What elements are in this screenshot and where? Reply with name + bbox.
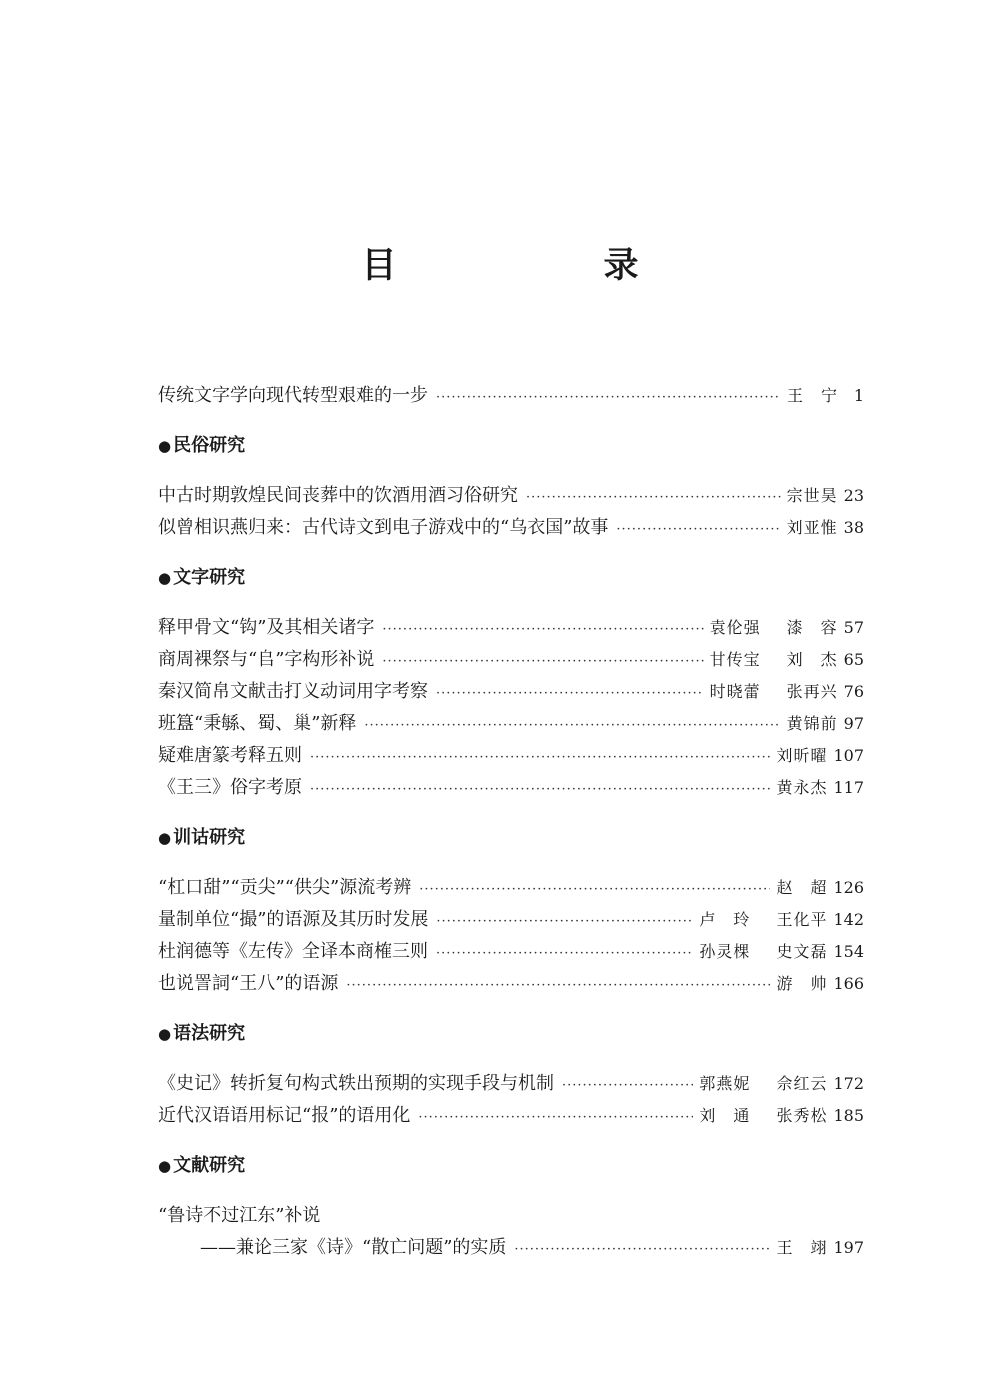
table-of-contents <box>158 380 864 1264</box>
entry-page: 142 <box>833 910 864 929</box>
entry-author: 漆 容 <box>786 618 838 637</box>
section-heading <box>158 822 864 854</box>
dot-leader <box>364 710 780 742</box>
section-heading-label: 文献研究 <box>173 1155 246 1176</box>
entry-title: 班簋“秉緐、蜀、巢”新释 <box>158 713 357 734</box>
entry-title: “杠口甜”“贡尖”“供尖”源流考辨 <box>158 877 412 898</box>
entry-author: 袁伦强 <box>709 618 761 637</box>
entry-title: 疑难唐篆考释五则 <box>158 745 302 766</box>
toc-entry[interactable] <box>158 676 864 708</box>
entry-authors <box>776 1232 827 1264</box>
entry-page: 185 <box>833 1106 864 1125</box>
page-title: 目 录 <box>361 246 725 286</box>
entry-author: 宗世昊 <box>786 486 838 505</box>
entry-authors <box>776 968 827 1000</box>
entry-authors <box>699 1068 827 1100</box>
entry-authors <box>787 480 838 512</box>
toc-entry[interactable] <box>158 968 864 1000</box>
entry-author: 甘传宝 <box>709 650 761 669</box>
section-heading-label: 训诂研究 <box>173 827 246 848</box>
entry-title: 《王三》俗字考原 <box>158 777 302 798</box>
entry-title: 近代汉语语用标记“报”的语用化 <box>158 1105 411 1126</box>
entry-page: 154 <box>833 942 864 961</box>
dot-leader <box>526 482 781 514</box>
entry-page: 197 <box>833 1238 864 1257</box>
toc-entry[interactable] <box>158 612 864 644</box>
dot-leader <box>310 742 770 774</box>
toc-entry[interactable] <box>158 480 864 512</box>
entry-author: 黄永杰 <box>776 778 828 797</box>
entry-author: 佘红云 <box>776 1074 828 1093</box>
entry-author: 刘昕曜 <box>776 746 828 765</box>
entry-page: 57 <box>843 618 864 637</box>
section-heading <box>158 1150 864 1182</box>
dot-leader <box>310 774 770 806</box>
entry-page: 65 <box>843 650 864 669</box>
entry-title: ——兼论三家《诗》“散亡问题”的实质 <box>200 1237 507 1258</box>
entry-author: 时晓蕾 <box>709 682 761 701</box>
entry-page: 38 <box>843 518 864 537</box>
entry-title: 《史记》转折复句构式轶出预期的实现手段与机制 <box>158 1073 554 1094</box>
entry-author: 张秀松 <box>776 1106 828 1125</box>
bullet-icon: ● <box>158 1157 172 1175</box>
entry-page: 172 <box>833 1074 864 1093</box>
toc-entry[interactable] <box>158 872 864 904</box>
toc-entry[interactable] <box>158 644 864 676</box>
dot-leader <box>436 938 693 970</box>
entry-title: 传统文字学向现代转型艰难的一步 <box>158 385 428 406</box>
entry-authors <box>699 1100 827 1132</box>
entry-author: 刘 通 <box>699 1106 751 1125</box>
toc-entry[interactable] <box>158 740 864 772</box>
entry-author: 王化平 <box>776 910 828 929</box>
section-heading-label: 语法研究 <box>173 1023 246 1044</box>
entry-authors <box>699 936 827 968</box>
dot-leader <box>436 906 693 938</box>
entry-page: 97 <box>843 714 864 733</box>
toc-entry[interactable] <box>158 772 864 804</box>
entry-page: 117 <box>833 778 864 797</box>
bullet-icon: ● <box>158 569 172 587</box>
entry-author: 郭燕妮 <box>699 1074 751 1093</box>
entry-author: 卢 玲 <box>699 910 751 929</box>
dot-leader <box>382 646 703 678</box>
toc-entry[interactable] <box>158 380 864 412</box>
entry-author: 孙灵棵 <box>699 942 751 961</box>
entry-author: 刘 杰 <box>786 650 838 669</box>
entry-title: 杜润德等《左传》全译本商榷三则 <box>158 941 428 962</box>
entry-author: 游 帅 <box>776 974 828 993</box>
entry-page: 23 <box>843 486 864 505</box>
entry-author: 赵 超 <box>776 878 828 897</box>
entry-authors <box>787 512 838 544</box>
bullet-icon: ● <box>158 437 172 455</box>
toc-entry[interactable] <box>158 512 864 544</box>
toc-entry[interactable] <box>158 904 864 936</box>
dot-leader <box>436 678 704 710</box>
entry-title: 秦汉简帛文献击打义动词用字考察 <box>158 681 428 702</box>
section-heading-label: 文字研究 <box>173 567 246 588</box>
toc-entry[interactable] <box>158 936 864 968</box>
entry-title-line: “鲁诗不过江东”补说 <box>158 1205 321 1226</box>
entry-page: 76 <box>843 682 864 701</box>
entry-page: 1 <box>853 386 864 405</box>
entry-title: 量制单位“撮”的语源及其历时发展 <box>158 909 429 930</box>
bullet-icon: ● <box>158 829 172 847</box>
entry-author: 王 宁 <box>786 386 838 405</box>
dot-leader <box>382 614 703 646</box>
entry-authors <box>776 772 827 804</box>
dot-leader <box>616 514 780 546</box>
entry-page: 107 <box>833 746 864 765</box>
entry-author: 张再兴 <box>786 682 838 701</box>
toc-entry[interactable] <box>158 1100 864 1132</box>
entry-authors <box>699 904 827 936</box>
bullet-icon: ● <box>158 1025 172 1043</box>
section-heading <box>158 1018 864 1050</box>
dot-leader <box>418 1102 693 1134</box>
entry-authors <box>787 708 838 740</box>
entry-authors <box>710 612 838 644</box>
dot-leader <box>346 970 770 1002</box>
entry-page: 166 <box>833 974 864 993</box>
section-heading <box>158 430 864 462</box>
toc-entry[interactable] <box>158 708 864 740</box>
dot-leader <box>562 1070 693 1102</box>
entry-author: 刘亚惟 <box>786 518 838 537</box>
toc-entry[interactable] <box>158 1068 864 1100</box>
entry-title: 中古时期敦煌民间丧葬中的饮酒用酒习俗研究 <box>158 485 518 506</box>
section-heading <box>158 562 864 594</box>
dot-leader <box>436 382 781 414</box>
dot-leader <box>419 874 770 906</box>
entry-authors <box>787 380 838 412</box>
entry-author: 王 翊 <box>776 1238 828 1257</box>
entry-title: 似曾相识燕归来：古代诗文到电子游戏中的“乌衣国”故事 <box>158 517 609 538</box>
entry-authors <box>710 676 838 708</box>
entry-title: 释甲骨文“钩”及其相关诸字 <box>158 617 375 638</box>
entry-authors <box>776 872 827 904</box>
toc-entry[interactable] <box>158 1232 864 1264</box>
entry-page: 126 <box>833 878 864 897</box>
entry-title: 商周裸祭与“𠂤”字构形补说 <box>158 649 375 670</box>
entry-author: 黄锦前 <box>786 714 838 733</box>
section-heading-label: 民俗研究 <box>173 435 246 456</box>
dot-leader <box>514 1234 770 1266</box>
entry-author: 史文磊 <box>776 942 828 961</box>
entry-authors <box>776 740 827 772</box>
entry-authors <box>710 644 838 676</box>
entry-title: 也说詈詞“王八”的语源 <box>158 973 339 994</box>
